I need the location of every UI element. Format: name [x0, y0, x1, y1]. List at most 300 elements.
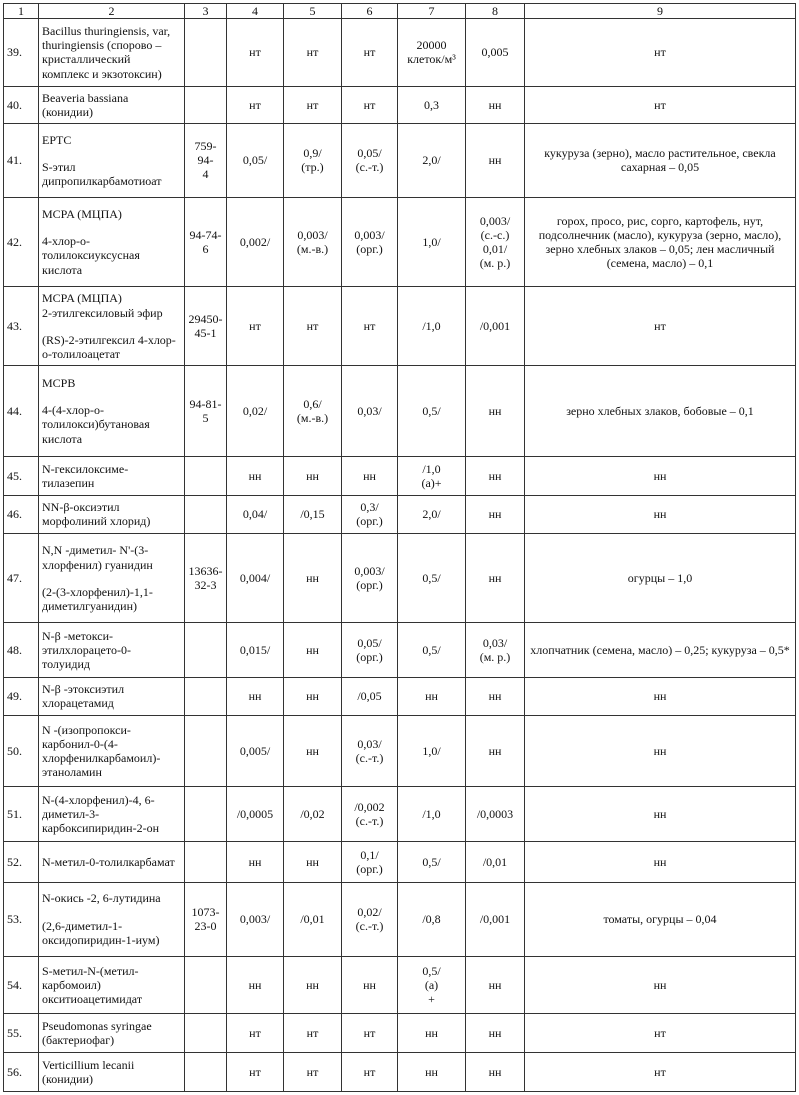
row-number-text: 54. — [7, 978, 22, 993]
substance-name-line: хлорфенилкарбамоил)- — [42, 750, 161, 765]
column-5-value — [284, 495, 342, 533]
column-8-value-line: нн — [488, 153, 502, 168]
column-7-value-line: 0,5/ — [422, 963, 441, 978]
table-row — [4, 786, 796, 842]
column-8-value-line: 0,03/ — [482, 635, 508, 650]
cas-number — [185, 534, 227, 623]
substance-name-line: NN-β-оксиэтил — [42, 500, 120, 515]
substance-name-line: N-метил-0-толилкарбамат — [42, 854, 175, 869]
row-number-text: 44. — [7, 403, 22, 418]
column-6-value-line: 0,3/ — [360, 500, 379, 515]
column-7-value-line: /1,0 — [422, 319, 441, 334]
substance-name — [39, 197, 185, 286]
substance-name-line: N,N -диметил- N'-(3- — [42, 543, 149, 558]
column-7-value — [398, 86, 466, 123]
table-row — [4, 1052, 796, 1091]
cas-number-line: 13636- — [188, 564, 223, 579]
substance-name-line: (конидии) — [42, 1071, 94, 1086]
table-row — [4, 19, 796, 87]
table-row — [4, 623, 796, 677]
column-8-value-line: нн — [488, 689, 502, 704]
header-row — [4, 4, 796, 19]
column-6-value-line: 0,003/ — [354, 564, 385, 579]
column-header: 4 — [227, 4, 284, 19]
column-6-value-line: (с.-т.) — [355, 919, 384, 934]
crop-limits — [525, 19, 796, 87]
cas-number — [185, 123, 227, 197]
column-5-value — [284, 1052, 342, 1091]
substance-name — [39, 786, 185, 842]
substance-name-line: S-этил — [42, 159, 76, 174]
column-4-value — [227, 956, 284, 1014]
crop-limits — [525, 882, 796, 956]
column-4-value — [227, 715, 284, 786]
column-header: 1 — [4, 4, 39, 19]
row-number — [4, 495, 39, 533]
column-6-value-line: 0,02/ — [357, 905, 382, 920]
cas-number-line: 94-81-5 — [189, 396, 222, 425]
column-7-value — [398, 1052, 466, 1091]
column-5-value-line: нт — [306, 1025, 319, 1040]
column-8-value — [466, 882, 525, 956]
substance-name-line: о-толилоацетат — [42, 346, 121, 361]
column-4-value — [227, 123, 284, 197]
cas-number — [185, 715, 227, 786]
cas-number-line: 29450- — [188, 312, 223, 327]
substance-name-line: N -(изопропокси- — [42, 722, 131, 737]
column-header: 5 — [284, 4, 342, 19]
substance-name-line: хлорфенил) гуанидин — [42, 557, 153, 572]
substance-name — [39, 1014, 185, 1052]
name-spacer — [42, 147, 181, 160]
substance-name-line: дипропилкарбамотиоат — [42, 173, 162, 188]
cas-number — [185, 882, 227, 956]
cas-number — [185, 786, 227, 842]
column-7-value-line: 2,0/ — [422, 507, 441, 522]
column-8-value-line: нн — [488, 97, 502, 112]
column-8-value — [466, 677, 525, 715]
crop-limits-line: нн — [653, 978, 667, 993]
crop-limits-line: огурцы – 1,0 — [627, 571, 693, 586]
column-6-value-line: /0,05 — [357, 689, 382, 704]
row-number — [4, 623, 39, 677]
crop-limits-line: нн — [653, 854, 667, 869]
substance-name — [39, 495, 185, 533]
column-8-value — [466, 287, 525, 366]
table-row — [4, 882, 796, 956]
row-number — [4, 882, 39, 956]
row-number-text: 46. — [7, 507, 22, 522]
column-7-value — [398, 842, 466, 882]
column-8-value-line: 0,01/ — [482, 241, 508, 256]
substance-name-line: кристаллический — [42, 52, 131, 67]
column-7-value-line: (а) — [424, 978, 439, 993]
column-4-value-line: нн — [248, 978, 262, 993]
column-5-value — [284, 123, 342, 197]
column-7-value — [398, 19, 466, 87]
cas-number-line: 94-74-6 — [189, 227, 222, 256]
column-5-value-line: 0,003/ — [297, 227, 328, 242]
column-7-value — [398, 287, 466, 366]
table-row — [4, 956, 796, 1014]
column-6-value-line: (с.-т.) — [355, 750, 384, 765]
column-8-value-line: /0,001 — [479, 319, 511, 334]
column-6-value — [342, 1014, 398, 1052]
column-7-value-line: 0,5/ — [422, 643, 441, 658]
row-number — [4, 86, 39, 123]
row-number-text: 51. — [7, 807, 22, 821]
substance-name-line: толуидид — [42, 657, 90, 672]
cas-number-line: 1073- — [191, 905, 220, 920]
column-6-value-line: 0,05/ — [357, 146, 382, 161]
substance-name-line: N-окись -2, 6-лутидина — [42, 891, 161, 906]
column-7-value-line: 0,5/ — [422, 403, 441, 418]
crop-limits — [525, 495, 796, 533]
substance-name-line: (2-(3-хлорфенил)-1,1- — [42, 584, 153, 599]
row-number — [4, 842, 39, 882]
crop-limits — [525, 86, 796, 123]
column-7-value — [398, 534, 466, 623]
row-number-text: 42. — [7, 234, 22, 249]
column-4-value — [227, 786, 284, 842]
column-4-value-line: нт — [249, 1064, 261, 1079]
table-row — [4, 495, 796, 533]
column-8-value-line: нн — [488, 743, 502, 758]
column-6-value — [342, 534, 398, 623]
cas-number — [185, 842, 227, 882]
crop-limits-line: хлопчатник (семена, масло) – 0,25; кукуруза – 0,5* — [530, 643, 790, 658]
cas-number — [185, 19, 227, 87]
column-6-value-line: (орг.) — [356, 241, 383, 256]
column-5-value — [284, 956, 342, 1014]
column-6-value — [342, 19, 398, 87]
column-5-value-line: /0,02 — [300, 807, 325, 821]
substance-name-line: (2,6-диметил-1- — [42, 918, 123, 933]
column-4-value-line: нт — [249, 45, 261, 60]
substance-name-line: N-β -этоксиэтил — [42, 682, 125, 697]
column-4-value — [227, 86, 284, 123]
substance-name-line: N-β -метокси- — [42, 628, 114, 643]
column-5-value-line: /0,01 — [300, 912, 325, 927]
crop-limits-line: нт — [654, 319, 666, 334]
row-number-text: 47. — [7, 571, 22, 586]
table-row — [4, 677, 796, 715]
substance-name — [39, 534, 185, 623]
row-number-text: 39. — [7, 45, 22, 60]
column-4-value-line: 0,005/ — [239, 743, 271, 758]
column-5-value-line: нн — [306, 468, 319, 483]
substance-name-line: Bacillus thuringiensis, var, — [42, 24, 171, 39]
column-8-value — [466, 623, 525, 677]
column-8-value-line: нн — [488, 571, 502, 586]
column-5-value — [284, 1014, 342, 1052]
column-7-value — [398, 366, 466, 456]
column-7-value — [398, 197, 466, 286]
column-8-value — [466, 197, 525, 286]
column-7-value-line: нн — [425, 1064, 438, 1079]
table-row — [4, 842, 796, 882]
column-5-value — [284, 623, 342, 677]
row-number — [4, 956, 39, 1014]
column-7-value-line: (а)+ — [421, 475, 442, 490]
substance-name-line: (RS)-2-этилгексил 4-хлор- — [42, 332, 176, 347]
crop-limits — [525, 786, 796, 842]
column-6-value-line: /0,002 — [354, 799, 385, 814]
row-number-text: 48. — [7, 643, 22, 658]
column-7-value-line: 0,5/ — [422, 571, 441, 586]
substance-name — [39, 882, 185, 956]
substance-name — [39, 677, 185, 715]
crop-limits-line: нн — [653, 468, 667, 483]
substance-name-line: толилокси)бутановая — [42, 417, 150, 432]
column-4-value-line: /0,0005 — [236, 807, 274, 821]
substance-name — [39, 86, 185, 123]
column-6-value-line: нт — [363, 97, 376, 112]
row-number-text: 53. — [7, 912, 22, 927]
column-7-value-line: нн — [425, 1025, 438, 1040]
column-6-value-line: нн — [363, 468, 376, 483]
crop-limits-line: нт — [654, 97, 666, 112]
column-8-value-line: нн — [488, 468, 502, 483]
table-row — [4, 86, 796, 123]
column-5-value-line: нт — [306, 1064, 319, 1079]
table-row — [4, 197, 796, 286]
substance-name-line: MCPA (МЦПА) — [42, 291, 122, 306]
column-header: 3 — [185, 4, 227, 19]
column-7-value-line: 0,5/ — [422, 854, 441, 869]
row-number-text: 40. — [7, 97, 22, 112]
column-4-value — [227, 366, 284, 456]
column-5-value-line: 0,6/ — [303, 396, 322, 411]
column-4-value — [227, 287, 284, 366]
substance-name — [39, 19, 185, 87]
column-4-value-line: 0,05/ — [242, 153, 268, 168]
column-5-value-line: нн — [306, 854, 319, 869]
column-header: 7 — [398, 4, 466, 19]
column-8-value-line: (м. р.) — [479, 256, 511, 271]
column-6-value-line: (орг.) — [356, 578, 383, 593]
column-5-value-line: (м.-в.) — [296, 410, 329, 425]
column-5-value-line: 0,9/ — [303, 146, 322, 161]
column-7-value — [398, 956, 466, 1014]
substance-name-line: 4-(4-хлор-о- — [42, 403, 104, 418]
column-4-value — [227, 842, 284, 882]
column-5-value-line: (тр.) — [301, 160, 324, 175]
column-7-value-line: 1,0/ — [422, 234, 441, 249]
column-8-value — [466, 456, 525, 495]
name-spacer — [42, 390, 181, 403]
column-8-value-line: нн — [488, 1025, 502, 1040]
column-8-value — [466, 366, 525, 456]
column-4-value — [227, 456, 284, 495]
substance-name-line: комплекс и экзотоксин) — [42, 66, 162, 81]
substance-name-line: N-гексилоксиме- — [42, 461, 129, 476]
column-7-value-line: 1,0/ — [422, 743, 441, 758]
column-4-value-line: 0,02/ — [242, 403, 268, 418]
column-8-value — [466, 534, 525, 623]
column-6-value-line: нт — [363, 1064, 376, 1079]
crop-limits — [525, 715, 796, 786]
column-6-value-line: 0,05/ — [357, 635, 382, 650]
column-header: 6 — [342, 4, 398, 19]
column-6-value-line: (с.-т.) — [355, 814, 384, 829]
crop-limits — [525, 287, 796, 366]
column-4-value — [227, 677, 284, 715]
column-8-value-line: 0,003/ — [479, 213, 511, 228]
column-7-value — [398, 677, 466, 715]
substance-name-line: Beaveria bassiana — [42, 90, 129, 105]
crop-limits — [525, 534, 796, 623]
column-6-value-line: (с.-т.) — [355, 160, 384, 175]
column-4-value-line: 0,002/ — [239, 234, 271, 249]
column-8-value — [466, 842, 525, 882]
column-6-value-line: нт — [363, 45, 376, 60]
substance-name-line: карбомоил) — [42, 978, 101, 993]
column-6-value-line: (орг.) — [356, 514, 383, 529]
cas-number — [185, 956, 227, 1014]
row-number — [4, 677, 39, 715]
substance-name-line: кислота — [42, 431, 83, 446]
cas-number-line: 759-94- — [194, 139, 217, 168]
column-6-value-line: 0,03/ — [357, 736, 382, 751]
substance-name — [39, 123, 185, 197]
column-5-value-line: (м.-в.) — [296, 241, 329, 256]
cas-number — [185, 197, 227, 286]
substance-name-line: (бактериофаг) — [42, 1033, 115, 1048]
crop-limits-line: нн — [653, 807, 667, 821]
column-6-value — [342, 842, 398, 882]
row-number — [4, 287, 39, 366]
cas-number — [185, 1052, 227, 1091]
column-8-value — [466, 123, 525, 197]
column-6-value-line: нт — [363, 319, 376, 334]
column-8-value — [466, 715, 525, 786]
column-5-value — [284, 86, 342, 123]
column-5-value-line: нн — [306, 643, 319, 658]
cas-number — [185, 287, 227, 366]
substance-table — [3, 3, 796, 1092]
column-6-value — [342, 1052, 398, 1091]
substance-name-line: диметилгуанидин) — [42, 598, 137, 613]
name-spacer — [42, 221, 181, 234]
crop-limits — [525, 1052, 796, 1091]
column-5-value — [284, 534, 342, 623]
substance-name-line: Pseudomonas syringae — [42, 1018, 152, 1033]
column-7-value — [398, 495, 466, 533]
substance-name-line: Verticillium lecanii — [42, 1057, 135, 1072]
crop-limits-line: нн — [653, 743, 667, 758]
column-6-value-line: 0,1/ — [360, 847, 379, 862]
column-6-value — [342, 495, 398, 533]
substance-name — [39, 956, 185, 1014]
column-5-value-line: нн — [306, 978, 319, 993]
cas-number — [185, 456, 227, 495]
table-row — [4, 287, 796, 366]
table-row — [4, 366, 796, 456]
row-number — [4, 715, 39, 786]
crop-limits — [525, 197, 796, 286]
substance-name-line: EPTC — [42, 132, 72, 147]
column-4-value-line: 0,04/ — [242, 507, 268, 522]
column-6-value-line: 0,003/ — [354, 227, 385, 242]
substance-name-line: хлорацетамид — [42, 696, 114, 711]
column-7-value — [398, 123, 466, 197]
column-4-value — [227, 1014, 284, 1052]
cas-number-line: 23-0 — [194, 919, 217, 934]
row-number-text: 50. — [7, 743, 22, 758]
crop-limits-line: подсолнечник (масло), кукуруза (зерно, масло), — [538, 227, 782, 242]
column-5-value — [284, 882, 342, 956]
substance-name-line: (конидии) — [42, 104, 94, 119]
row-number — [4, 197, 39, 286]
column-8-value-line: нн — [488, 507, 502, 522]
cas-number — [185, 677, 227, 715]
column-8-value-line: /0,001 — [479, 912, 511, 927]
column-8-value-line: /0,01 — [482, 854, 508, 869]
column-8-value-line: нн — [488, 1064, 502, 1079]
column-6-value — [342, 715, 398, 786]
substance-name-line: карбонил-0-(4- — [42, 736, 118, 751]
crop-limits — [525, 123, 796, 197]
column-4-value — [227, 882, 284, 956]
crop-limits-line: томаты, огурцы – 0,04 — [603, 912, 717, 927]
substance-name-line: MCPB — [42, 376, 76, 391]
column-4-value — [227, 19, 284, 87]
column-7-value — [398, 715, 466, 786]
column-6-value — [342, 123, 398, 197]
substance-name-line: окситиоацетимидат — [42, 992, 143, 1007]
column-5-value-line: /0,15 — [300, 507, 325, 522]
crop-limits — [525, 456, 796, 495]
substance-name — [39, 456, 185, 495]
substance-name-line: морфолиний хлорид) — [42, 514, 151, 529]
column-7-value-line: 0,3 — [424, 97, 439, 112]
column-8-value — [466, 1052, 525, 1091]
column-5-value — [284, 287, 342, 366]
column-7-value-line: + — [428, 992, 435, 1007]
table-row — [4, 456, 796, 495]
cas-number-line: 45-1 — [194, 326, 217, 341]
column-5-value-line: нт — [306, 45, 319, 60]
name-spacer — [42, 572, 181, 585]
substance-name-line: 2-этилгексиловый эфир — [42, 305, 163, 320]
table-row — [4, 715, 796, 786]
column-8-value-line: (с.-с.) — [480, 227, 510, 242]
substance-name-line: этилхлорацето-0- — [42, 643, 131, 658]
cas-number-line: 4 — [202, 167, 209, 182]
cas-number-line: 32-3 — [194, 578, 217, 593]
column-6-value-line: нт — [363, 1025, 376, 1040]
table-row — [4, 123, 796, 197]
column-5-value — [284, 19, 342, 87]
substance-name-line: S-метил-N-(метил- — [42, 963, 139, 978]
column-7-value — [398, 623, 466, 677]
substance-name — [39, 842, 185, 882]
substance-name-line: кислота — [42, 262, 83, 277]
substance-name — [39, 1052, 185, 1091]
substance-name — [39, 623, 185, 677]
substance-name-line: MCPA (МЦПА) — [42, 207, 122, 222]
substance-name — [39, 366, 185, 456]
column-5-value — [284, 715, 342, 786]
column-6-value-line: нн — [363, 978, 376, 993]
column-5-value — [284, 197, 342, 286]
column-5-value — [284, 786, 342, 842]
substance-name — [39, 287, 185, 366]
row-number — [4, 786, 39, 842]
column-8-value-line: нн — [488, 403, 502, 418]
crop-limits-line: зерно хлебных злаков, бобовые – 0,1 — [566, 403, 754, 418]
